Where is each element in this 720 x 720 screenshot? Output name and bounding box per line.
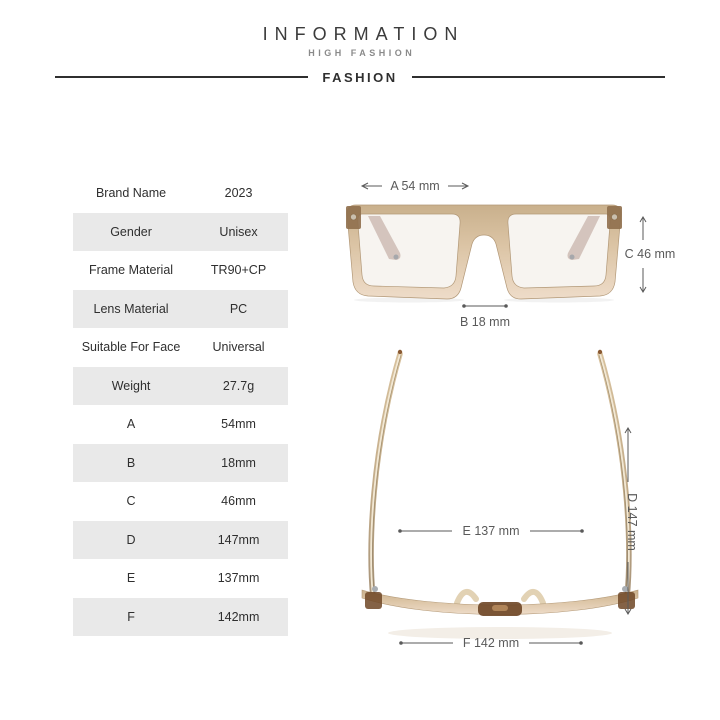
measure-b [452, 300, 518, 334]
table-row [73, 367, 288, 406]
row-value: 142mm [217, 609, 260, 624]
right-nose-pad [524, 592, 543, 603]
table-row [73, 290, 288, 329]
endpoint-dot-icon [579, 641, 583, 645]
row-label: C [126, 494, 136, 509]
arrow-left-icon [362, 183, 382, 189]
arrow-right-icon [448, 183, 468, 189]
row-label: F [127, 609, 135, 624]
endpoint-dot-icon [504, 304, 508, 308]
left-temple-highlight [371, 354, 400, 598]
measure-a [360, 173, 470, 199]
row-label: Suitable For Face [81, 340, 181, 355]
table-row [73, 213, 288, 252]
left-temple-seam [373, 355, 401, 598]
row-value: Universal [212, 340, 265, 355]
arrow-up-icon [625, 428, 631, 482]
table-row [73, 328, 288, 367]
table-row [73, 521, 288, 560]
page-subtitle: HIGH FASHION [308, 48, 416, 58]
arrow-down-icon [640, 268, 646, 292]
glasses-front-view [344, 203, 624, 303]
left-hinge-screw [372, 586, 378, 592]
glasses-top-view [360, 340, 640, 650]
measure-f [397, 630, 587, 658]
row-value: 54mm [221, 417, 256, 432]
row-label: A [126, 417, 136, 432]
spec-table [73, 174, 288, 636]
table-row [73, 405, 288, 444]
row-label: Brand Name [95, 186, 167, 201]
right-temple-tip [570, 255, 575, 260]
endpoint-dot-icon [462, 304, 466, 308]
row-value: 27.7g [222, 378, 255, 393]
measure-c [622, 216, 684, 296]
divider-label: FASHION [322, 69, 398, 85]
row-value: TR90+CP [210, 263, 267, 278]
left-nose-pad [457, 592, 476, 603]
left-hinge-block [365, 592, 382, 609]
endpoint-dot-icon [580, 529, 584, 533]
table-row [73, 251, 288, 290]
row-value: PC [229, 301, 248, 316]
row-label: Frame Material [89, 263, 174, 278]
dim-e-label: E 137 mm [462, 524, 520, 538]
divider-line-right [412, 76, 665, 78]
table-row [73, 559, 288, 598]
left-temple-tip-dot [398, 350, 402, 354]
table-row [73, 598, 288, 637]
page-title: INFORMATION [262, 24, 465, 44]
right-temple-tip-dot [598, 350, 602, 354]
dim-b-label: B 18 mm [459, 315, 511, 329]
row-value: 46mm [221, 494, 256, 509]
measure-d [613, 426, 645, 616]
dim-d-label: D 147 mm [625, 493, 639, 551]
row-label: B [126, 455, 136, 470]
arrow-down-icon [625, 562, 631, 614]
row-value: 2023 [224, 186, 253, 201]
left-temple-tip [394, 255, 399, 260]
row-label: Weight [111, 378, 151, 393]
row-value: 147mm [217, 532, 260, 547]
row-label: E [126, 571, 136, 586]
dim-a-label: A 54 mm [390, 179, 440, 193]
row-value: Unisex [219, 224, 258, 239]
measure-e [395, 518, 587, 544]
fashion-divider [55, 70, 665, 84]
row-value: 18mm [221, 455, 256, 470]
dim-c-label: C 46 mm [624, 247, 676, 261]
table-row [73, 482, 288, 521]
bridge-highlight [492, 605, 508, 611]
glasses-front-figure [330, 170, 695, 340]
row-label: Lens Material [93, 301, 169, 316]
table-row [73, 174, 288, 213]
row-label: D [126, 532, 136, 547]
arrow-up-icon [640, 217, 646, 240]
right-hinge-screw [612, 214, 618, 220]
row-label: Gender [110, 224, 152, 239]
divider-line-left [55, 76, 308, 78]
glasses-top-figure [355, 340, 665, 662]
left-hinge-screw [351, 214, 357, 220]
dim-f-label: F 142 mm [462, 636, 520, 650]
table-row [73, 444, 288, 483]
row-value: 137mm [217, 571, 260, 586]
